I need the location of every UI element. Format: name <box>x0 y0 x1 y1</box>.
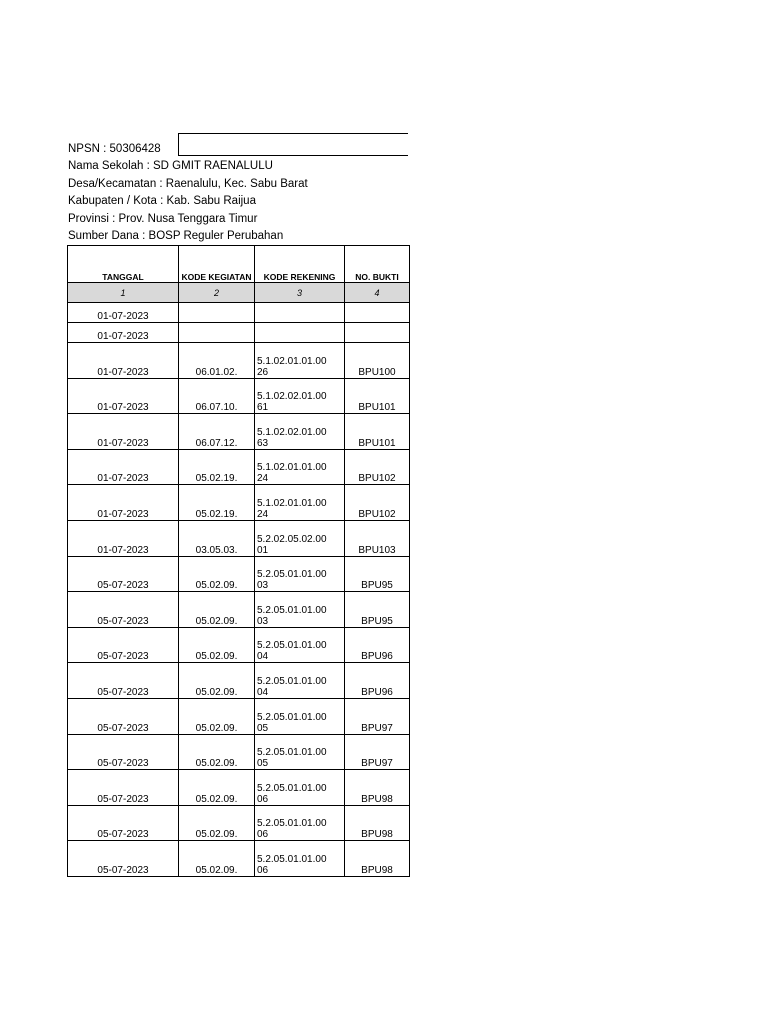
table-row <box>68 520 410 556</box>
table-row <box>68 627 410 663</box>
col-number: 4 <box>345 283 410 303</box>
cell-kode-kegiatan <box>179 323 255 343</box>
cell-tanggal: 05-07-2023 <box>68 592 179 628</box>
cell-kode-kegiatan <box>179 303 255 323</box>
table-row <box>68 343 410 379</box>
cell-no-bukti: BPU103 <box>345 520 410 556</box>
school-info <box>68 141 308 245</box>
cell-no-bukti: BPU98 <box>345 841 410 877</box>
cell-kode-rekening <box>255 323 345 343</box>
table-row <box>68 414 410 450</box>
cell-kode-rekening: 5.2.02.05.02.00 01 <box>255 520 345 556</box>
table-row <box>68 449 410 485</box>
cell-kode-kegiatan: 06.07.12. <box>179 414 255 450</box>
cell-tanggal: 01-07-2023 <box>68 449 179 485</box>
cell-kode-kegiatan: 05.02.09. <box>179 770 255 806</box>
cell-no-bukti: BPU96 <box>345 627 410 663</box>
cell-no-bukti: BPU95 <box>345 556 410 592</box>
npsn-line: NPSN : 50306428 <box>68 143 161 155</box>
cell-kode-rekening: 5.1.02.01.01.00 26 <box>255 343 345 379</box>
cell-kode-kegiatan: 05.02.09. <box>179 698 255 734</box>
cell-tanggal: 05-07-2023 <box>68 627 179 663</box>
table-row <box>68 805 410 841</box>
cell-kode-kegiatan: 05.02.09. <box>179 592 255 628</box>
col-number: 3 <box>255 283 345 303</box>
regency-city-line: Kabupaten / Kota : Kab. Sabu Raijua <box>68 195 256 208</box>
cell-kode-rekening: 5.2.05.01.01.00 06 <box>255 770 345 806</box>
cell-kode-rekening: 5.2.05.01.01.00 03 <box>255 592 345 628</box>
cell-tanggal: 01-07-2023 <box>68 520 179 556</box>
table-row <box>68 592 410 628</box>
village-district-line: Desa/Kecamatan : Raenalulu, Kec. Sabu Barat <box>68 177 308 190</box>
column-number-row <box>68 283 410 303</box>
table-row <box>68 841 410 877</box>
cell-kode-kegiatan: 05.02.09. <box>179 841 255 877</box>
cell-kode-rekening: 5.2.05.01.01.00 06 <box>255 805 345 841</box>
cell-no-bukti: BPU102 <box>345 449 410 485</box>
cell-kode-rekening: 5.1.02.02.01.00 63 <box>255 414 345 450</box>
cell-kode-rekening: 5.1.02.01.01.00 24 <box>255 449 345 485</box>
table-row <box>68 303 410 323</box>
cell-kode-kegiatan: 06.07.10. <box>179 378 255 414</box>
cell-kode-kegiatan: 06.01.02. <box>179 343 255 379</box>
cell-tanggal: 05-07-2023 <box>68 734 179 770</box>
province-line: Provinsi : Prov. Nusa Tenggara Timur <box>68 212 258 225</box>
cell-tanggal: 05-07-2023 <box>68 556 179 592</box>
cell-kode-rekening: 5.2.05.01.01.00 05 <box>255 698 345 734</box>
fund-source-line: Sumber Dana : BOSP Reguler Perubahan <box>68 230 284 243</box>
cell-kode-rekening: 5.2.05.01.01.00 03 <box>255 556 345 592</box>
cell-kode-rekening: 5.1.02.02.01.00 61 <box>255 378 345 414</box>
table-row <box>68 734 410 770</box>
col-header-kode-rekening: KODE REKENING <box>255 246 345 283</box>
cell-kode-rekening: 5.2.05.01.01.00 06 <box>255 841 345 877</box>
col-header-tanggal: TANGGAL <box>68 246 179 283</box>
cell-no-bukti: BPU101 <box>345 414 410 450</box>
cell-kode-rekening: 5.2.05.01.01.00 05 <box>255 734 345 770</box>
cell-tanggal: 01-07-2023 <box>68 378 179 414</box>
cell-kode-kegiatan: 05.02.09. <box>179 627 255 663</box>
cell-no-bukti: BPU100 <box>345 343 410 379</box>
cell-kode-kegiatan: 05.02.09. <box>179 663 255 699</box>
table-row <box>68 323 410 343</box>
cell-kode-kegiatan: 05.02.09. <box>179 805 255 841</box>
cell-kode-rekening: 5.2.05.01.01.00 04 <box>255 627 345 663</box>
cell-tanggal: 05-07-2023 <box>68 663 179 699</box>
col-number: 2 <box>179 283 255 303</box>
cell-no-bukti: BPU97 <box>345 734 410 770</box>
col-header-kode-kegiatan: KODE KEGIATAN <box>179 246 255 283</box>
table-row <box>68 556 410 592</box>
cell-no-bukti <box>345 303 410 323</box>
col-number: 1 <box>68 283 179 303</box>
cell-tanggal: 01-07-2023 <box>68 323 179 343</box>
cell-tanggal: 05-07-2023 <box>68 805 179 841</box>
table-row <box>68 698 410 734</box>
table-row <box>68 378 410 414</box>
cell-tanggal: 05-07-2023 <box>68 770 179 806</box>
cell-kode-rekening <box>255 303 345 323</box>
table-row <box>68 663 410 699</box>
cell-no-bukti: BPU98 <box>345 805 410 841</box>
col-header-no-bukti: NO. BUKTI <box>345 246 410 283</box>
cell-tanggal: 01-07-2023 <box>68 343 179 379</box>
cell-tanggal: 05-07-2023 <box>68 841 179 877</box>
cell-no-bukti: BPU98 <box>345 770 410 806</box>
cell-no-bukti: BPU95 <box>345 592 410 628</box>
cell-tanggal: 05-07-2023 <box>68 698 179 734</box>
cell-no-bukti: BPU102 <box>345 485 410 521</box>
cell-kode-kegiatan: 05.02.09. <box>179 556 255 592</box>
table-header-row <box>68 246 410 283</box>
table-row <box>68 485 410 521</box>
cell-tanggal: 01-07-2023 <box>68 303 179 323</box>
cell-kode-rekening: 5.2.05.01.01.00 04 <box>255 663 345 699</box>
table-row <box>68 770 410 806</box>
cell-kode-kegiatan: 05.02.19. <box>179 449 255 485</box>
cell-kode-kegiatan: 03.05.03. <box>179 520 255 556</box>
cell-kode-kegiatan: 05.02.19. <box>179 485 255 521</box>
cell-tanggal: 01-07-2023 <box>68 485 179 521</box>
school-name-line: Nama Sekolah : SD GMIT RAENALULU <box>68 160 273 173</box>
cell-tanggal: 01-07-2023 <box>68 414 179 450</box>
cell-kode-kegiatan: 05.02.09. <box>179 734 255 770</box>
cell-no-bukti: BPU97 <box>345 698 410 734</box>
ledger-table <box>67 245 410 877</box>
cell-kode-rekening: 5.1.02.01.01.00 24 <box>255 485 345 521</box>
cell-no-bukti: BPU96 <box>345 663 410 699</box>
cell-no-bukti <box>345 323 410 343</box>
cell-no-bukti: BPU101 <box>345 378 410 414</box>
